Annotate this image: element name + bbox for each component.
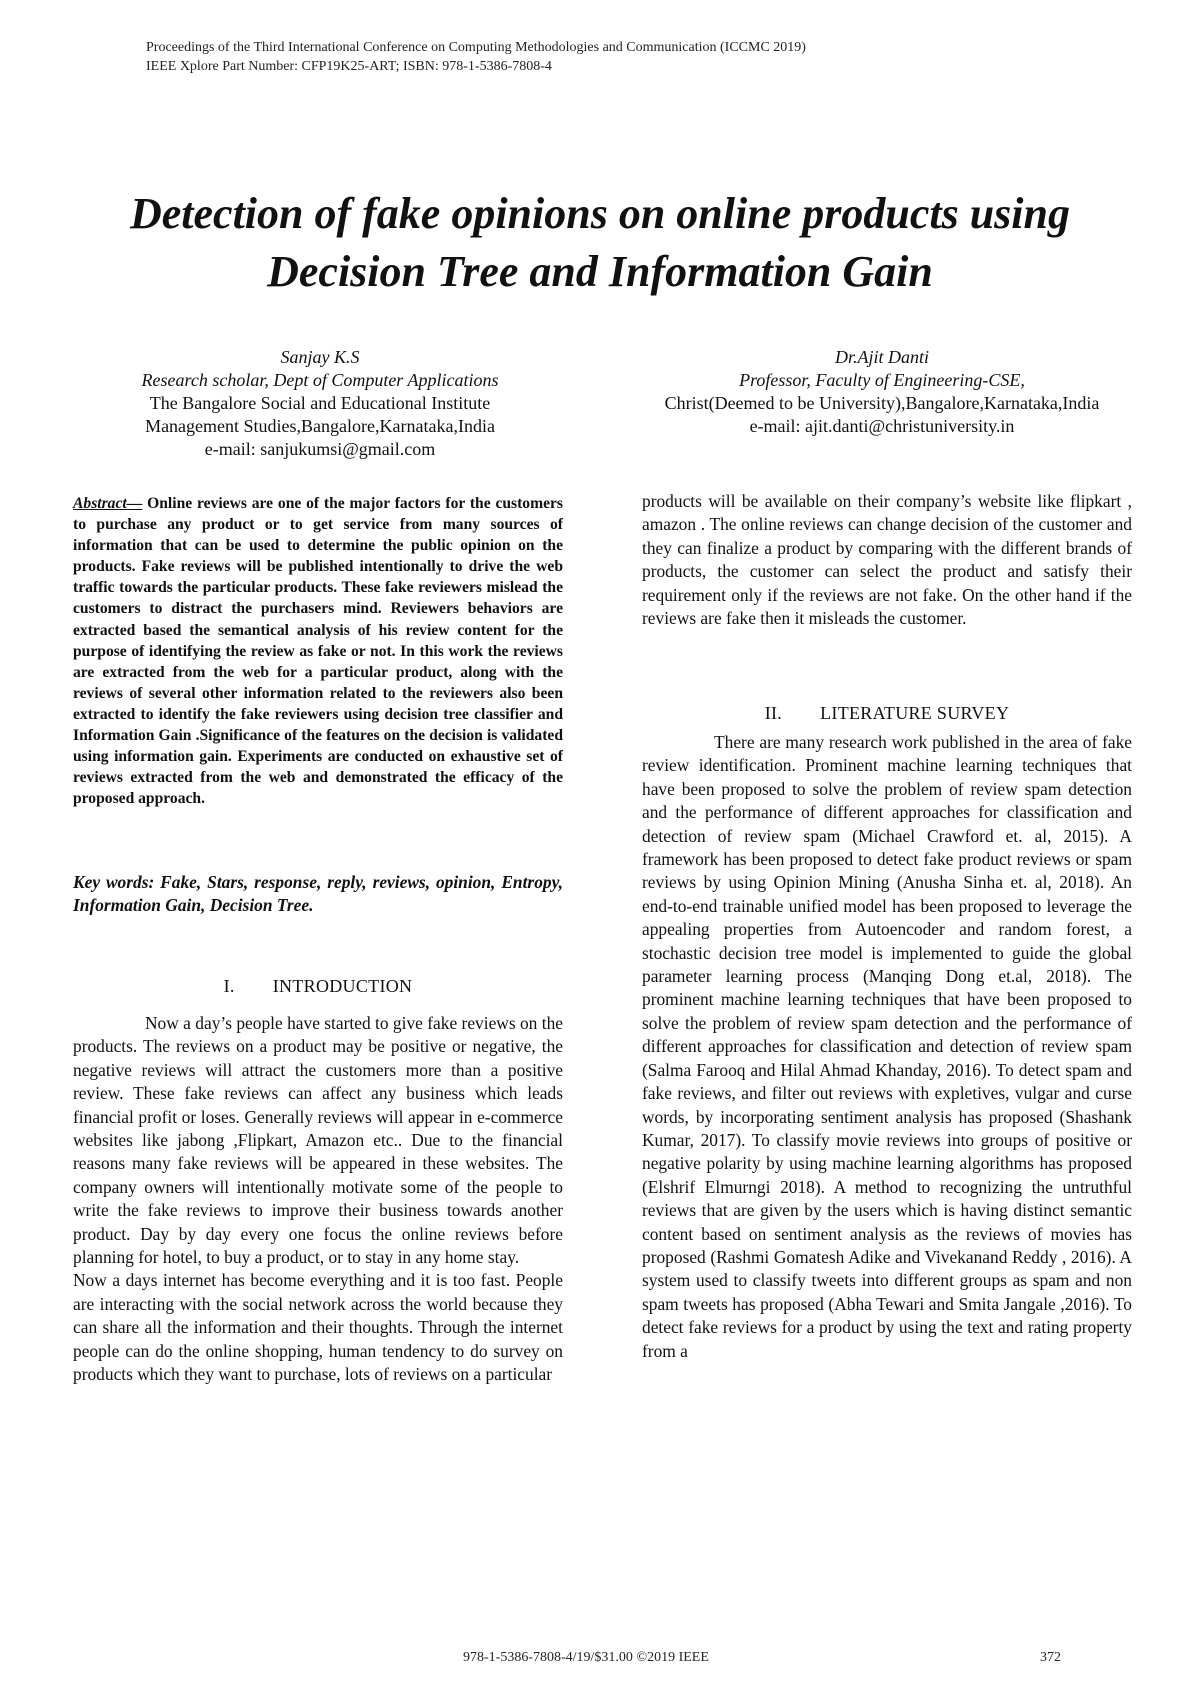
author-affiliation: Christ(Deemed to be University),Bangalore,Karnataka,India xyxy=(664,393,1100,413)
section-title: INTRODUCTION xyxy=(272,976,413,996)
author-name: Dr.Ajit Danti xyxy=(834,347,929,367)
title-line-2: Decision Tree and Information Gain xyxy=(267,247,933,296)
paper-title xyxy=(40,185,1160,301)
abstract-text: Online reviews are one of the major factors for the customers to purchase any product or to get service from many sources of information that can be used to determine the public opinion on the products. Fake reviews will be published intentionally to drive the web traffic towards the particular products. These fake reviewers mislead the customers to distract the purchasers mind. Reviewers behaviors are extracted based the semantical analysis of his review content for the purpose of identifying the review as fake or not. In this work the reviews are extracted from the web for a particular product, along with the reviews of several other information related to the reviewers also been extracted to identify the fake reviewers using decision tree classifier and Information Gain .Significance of the features on the decision is validated using information gain. Experiments are conducted on exhaustive set of reviews extracted from the web and demonstrated the efficacy of the proposed approach. xyxy=(73,495,563,808)
copyright-footer: 978-1-5386-7808-4/19/$31.00 ©2019 IEEE xyxy=(463,1650,709,1665)
header-line-2: IEEE Xplore Part Number: CFP19K25-ART; ISBN: 978-1-5386-7808-4 xyxy=(146,59,552,74)
paragraph: products will be available on their company’s website like flipkart , amazon . The online reviews can change decision of the customer and they can finalize a product by comparing with the different brands of products, the customer can select the product and satisfy their requirement only if the reviews are not fake. On the other hand if the reviews are fake then it misleads the customer. xyxy=(642,491,1132,629)
author-affiliation: The Bangalore Social and Educational Institute xyxy=(149,393,491,413)
author-email: e-mail: ajit.danti@christuniversity.in xyxy=(749,416,1015,436)
keywords: Key words: Fake, Stars, response, reply, reviews, opinion, Entropy, Information Gain, Decision Tree. xyxy=(73,872,563,915)
section-number: II. xyxy=(764,703,783,723)
author-name: Sanjay K.S xyxy=(280,347,360,367)
author-block-1 xyxy=(60,346,580,461)
page-number: 372 xyxy=(1040,1650,1061,1665)
author-role: Research scholar, Dept of Computer Applications xyxy=(141,370,499,390)
paragraph: Now a day’s people have started to give fake reviews on the products. The reviews on a product may be positive or negative, the negative reviews will attract the customers more than a positive review. These fake reviews can affect any business which leads financial profit or loses. Generally reviews will appear in e-commerce websites like jabong ,Flipkart, Amazon etc.. Due to the financial reasons many fake reviews will be appeared in these websites. The company owners will intentionally motivate some of the people to write the fake reviews to improve their business towards another product. Day by day every one focus the online reviews before planning for hotel, to buy a product, or to stay in any home stay. xyxy=(73,1013,563,1268)
author-role: Professor, Faculty of Engineering-CSE, xyxy=(739,370,1025,390)
literature-survey-body xyxy=(642,731,1132,1363)
introduction-continued xyxy=(642,490,1132,630)
header-line-1: Proceedings of the Third International Conference on Computing Methodologies and Communication (ICCMC 2019) xyxy=(146,40,806,55)
author-block-2 xyxy=(622,346,1142,438)
section-heading-literature-survey xyxy=(642,703,1132,724)
author-affiliation: Management Studies,Bangalore,Karnataka,India xyxy=(145,416,495,436)
proceedings-header xyxy=(146,38,806,76)
introduction-body xyxy=(73,1012,563,1387)
author-email: e-mail: sanjukumsi@gmail.com xyxy=(204,439,436,459)
title-line-1: Detection of fake opinions on online products using xyxy=(129,189,1070,238)
abstract-label: Abstract— xyxy=(73,495,143,512)
section-title: LITERATURE SURVEY xyxy=(820,703,1010,723)
section-number: I. xyxy=(223,976,235,996)
abstract xyxy=(73,493,563,809)
paragraph: There are many research work published in the area of fake review identification. Prominent machine learning techniques that have been proposed to solve the problem of review spam detection and the performance of different approaches for classification and detection of review spam (Michael Crawford et. al, 2015). A framework has been proposed to detect fake product reviews or spam reviews by using Opinion Mining (Anusha Sinha et. al, 2018). An end-to-end trainable unified model has been proposed to leverage the appealing properties from Autoencoder and random forest, a stochastic decision tree model is implemented to guide the global parameter learning process (Manqing Dong et.al, 2018). The prominent machine learning techniques that have been proposed to solve the problem of review spam detection and the performance of different approaches for classification and detection of review spam (Salma Farooq and Hilal Ahmad Khanday, 2016). To detect spam and fake reviews, and filter out reviews with expletives, vulgar and curse words, by incorporating sentiment analysis has proposed (Shashank Kumar, 2017). To classify movie reviews into groups of positive or negative polarity by using machine learning algorithms has proposed (Elshrif Elmurngi 2018). A method to recognizing the untruthful reviews that are given by the users which is having distinct semantic content based on sentiment analysis as the reviews of movies has proposed (Rashmi Gomatesh Adike and Vivekanand Reddy , 2016). A system used to classify tweets into different groups as spam and non spam tweets has proposed (Abha Tewari and Smita Jangale ,2016). To detect fake reviews for a product by using the text and rating property from a xyxy=(642,732,1132,1361)
section-heading-introduction xyxy=(73,976,563,997)
paragraph: Now a days internet has become everything and it is too fast. People are interacting with the social network across the world because they can share all the information and their thoughts. Through the internet people can do the online shopping, human tendency to do survey on products which they want to purchase, lots of reviews on a particular xyxy=(73,1270,563,1385)
